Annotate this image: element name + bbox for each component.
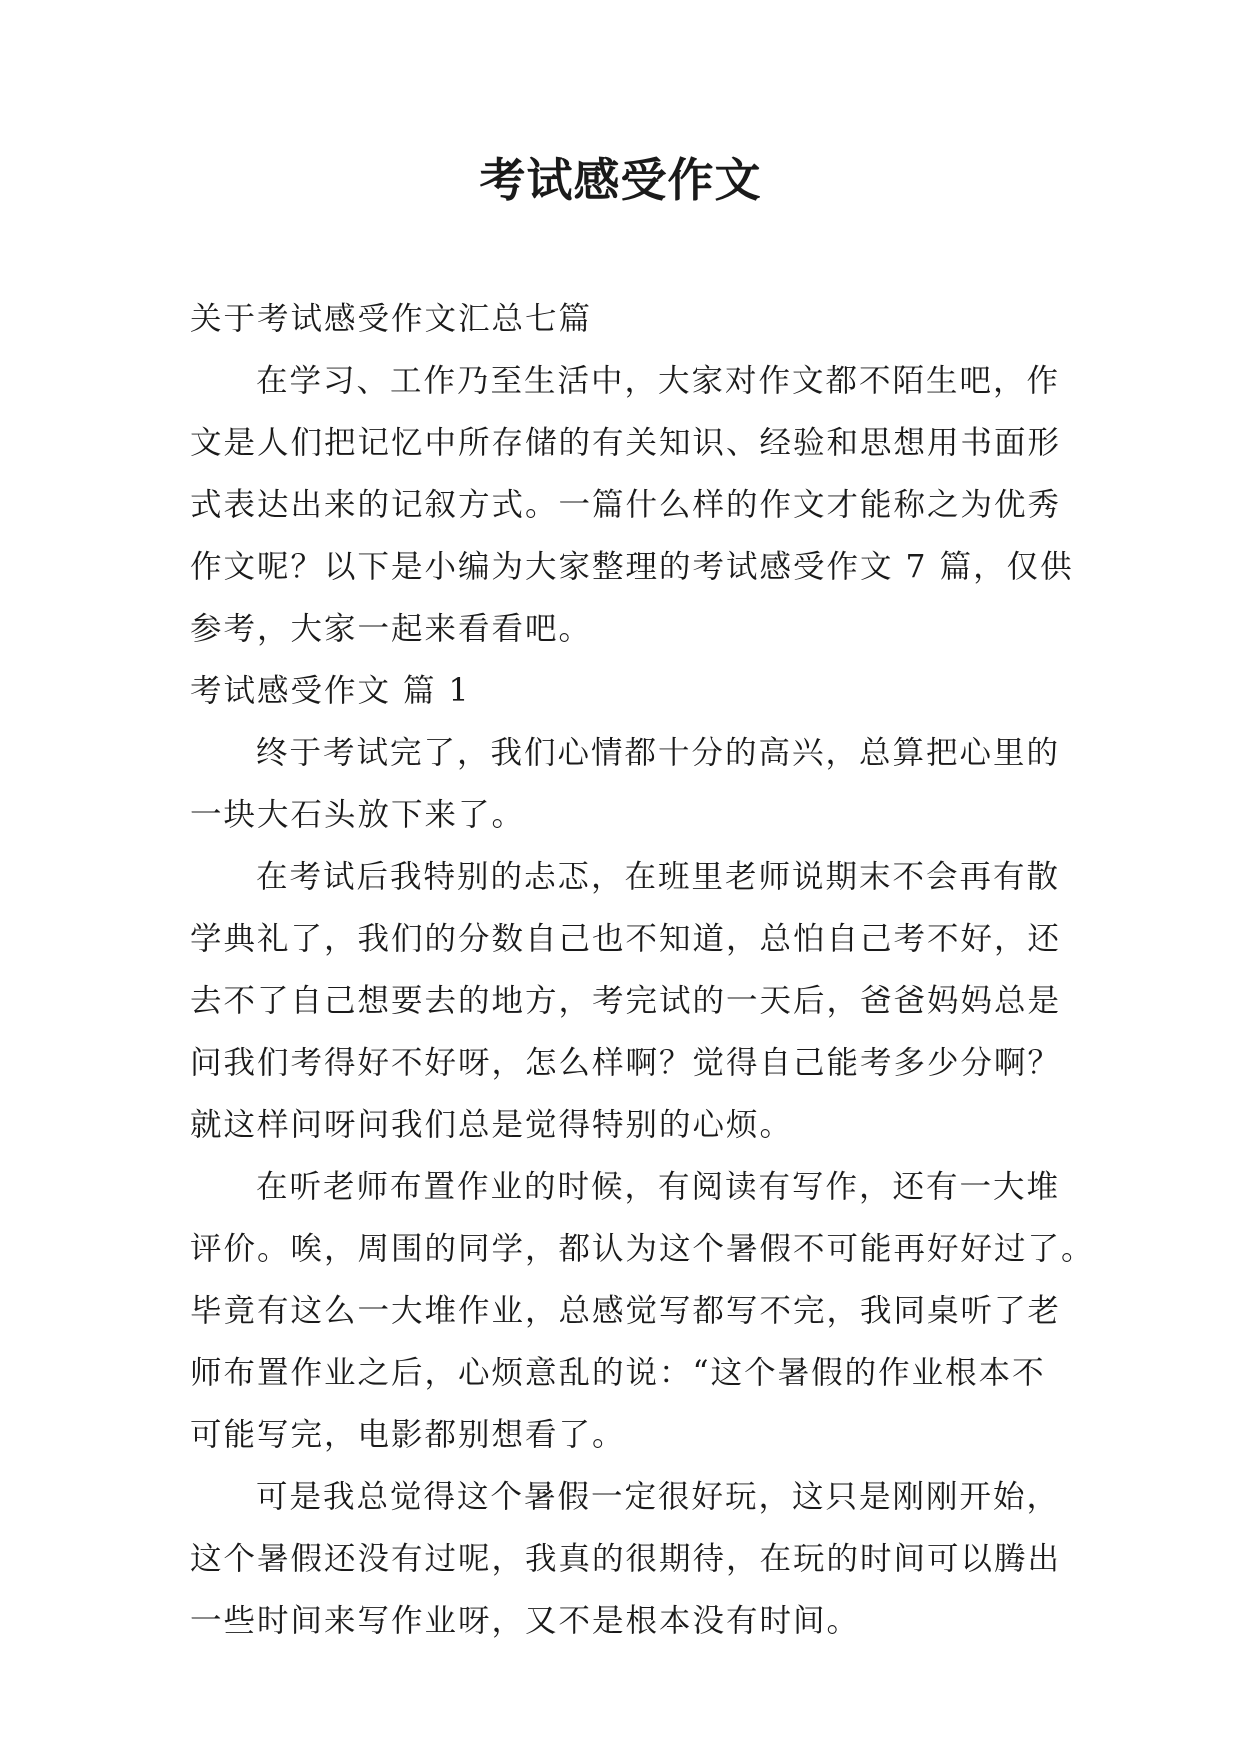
text-line: 毕竟有这么一大堆作业，总感觉写都写不完，我同桌听了老 — [190, 1293, 1062, 1329]
intro-paragraph — [190, 350, 1074, 660]
text-line: 去不了自己想要去的地方，考完试的一天后，爸爸妈妈总是 — [190, 983, 1062, 1019]
text-line: 作文呢？以下是小编为大家整理的考试感受作文 7 篇，仅供 — [190, 549, 1074, 585]
text-line: 在学习、工作乃至生活中，大家对作文都不陌生吧，作 — [256, 363, 1061, 399]
text-line: 参考，大家一起来看看吧。 — [190, 611, 593, 647]
body-paragraph — [190, 1156, 1095, 1466]
document-subtitle: 关于考试感受作文汇总七篇 — [190, 301, 593, 337]
body-paragraph — [190, 846, 1062, 1156]
text-line: 式表达出来的记叙方式。一篇什么样的作文才能称之为优秀 — [190, 487, 1062, 523]
text-line: 在听老师布置作业的时候，有阅读有写作，还有一大堆 — [256, 1169, 1061, 1205]
document-body — [190, 288, 1095, 1652]
body-paragraph — [190, 722, 1061, 846]
text-line: 评价。唉，周围的同学，都认为这个暑假不可能再好好过了。 — [190, 1231, 1095, 1267]
text-line: 可是我总觉得这个暑假一定很好玩，这只是刚刚开始， — [256, 1479, 1061, 1515]
text-line: 问我们考得好不好呀，怎么样啊？觉得自己能考多少分啊？ — [190, 1045, 1062, 1081]
text-line: 就这样问呀问我们总是觉得特别的心烦。 — [190, 1107, 794, 1143]
text-line: 学典礼了，我们的分数自己也不知道，总怕自己考不好，还 — [190, 921, 1062, 957]
text-line: 师布置作业之后，心烦意乱的说：“这个暑假的作业根本不 — [190, 1355, 1046, 1391]
body-paragraph — [190, 1466, 1062, 1652]
text-line: 一块大石头放下来了。 — [190, 797, 526, 833]
text-line: 终于考试完了，我们心情都十分的高兴，总算把心里的 — [256, 735, 1061, 771]
text-line: 一些时间来写作业呀，又不是根本没有时间。 — [190, 1603, 861, 1639]
page-title: 考试感受作文 — [479, 153, 762, 207]
text-line: 文是人们把记忆中所存储的有关知识、经验和思想用书面形 — [190, 425, 1062, 461]
text-line: 可能写完，电影都别想看了。 — [190, 1417, 626, 1453]
text-line: 这个暑假还没有过呢，我真的很期待，在玩的时间可以腾出 — [190, 1541, 1062, 1577]
section-heading: 考试感受作文 篇 1 — [190, 673, 471, 709]
text-line: 在考试后我特别的忐忑，在班里老师说期末不会再有散 — [256, 859, 1061, 895]
